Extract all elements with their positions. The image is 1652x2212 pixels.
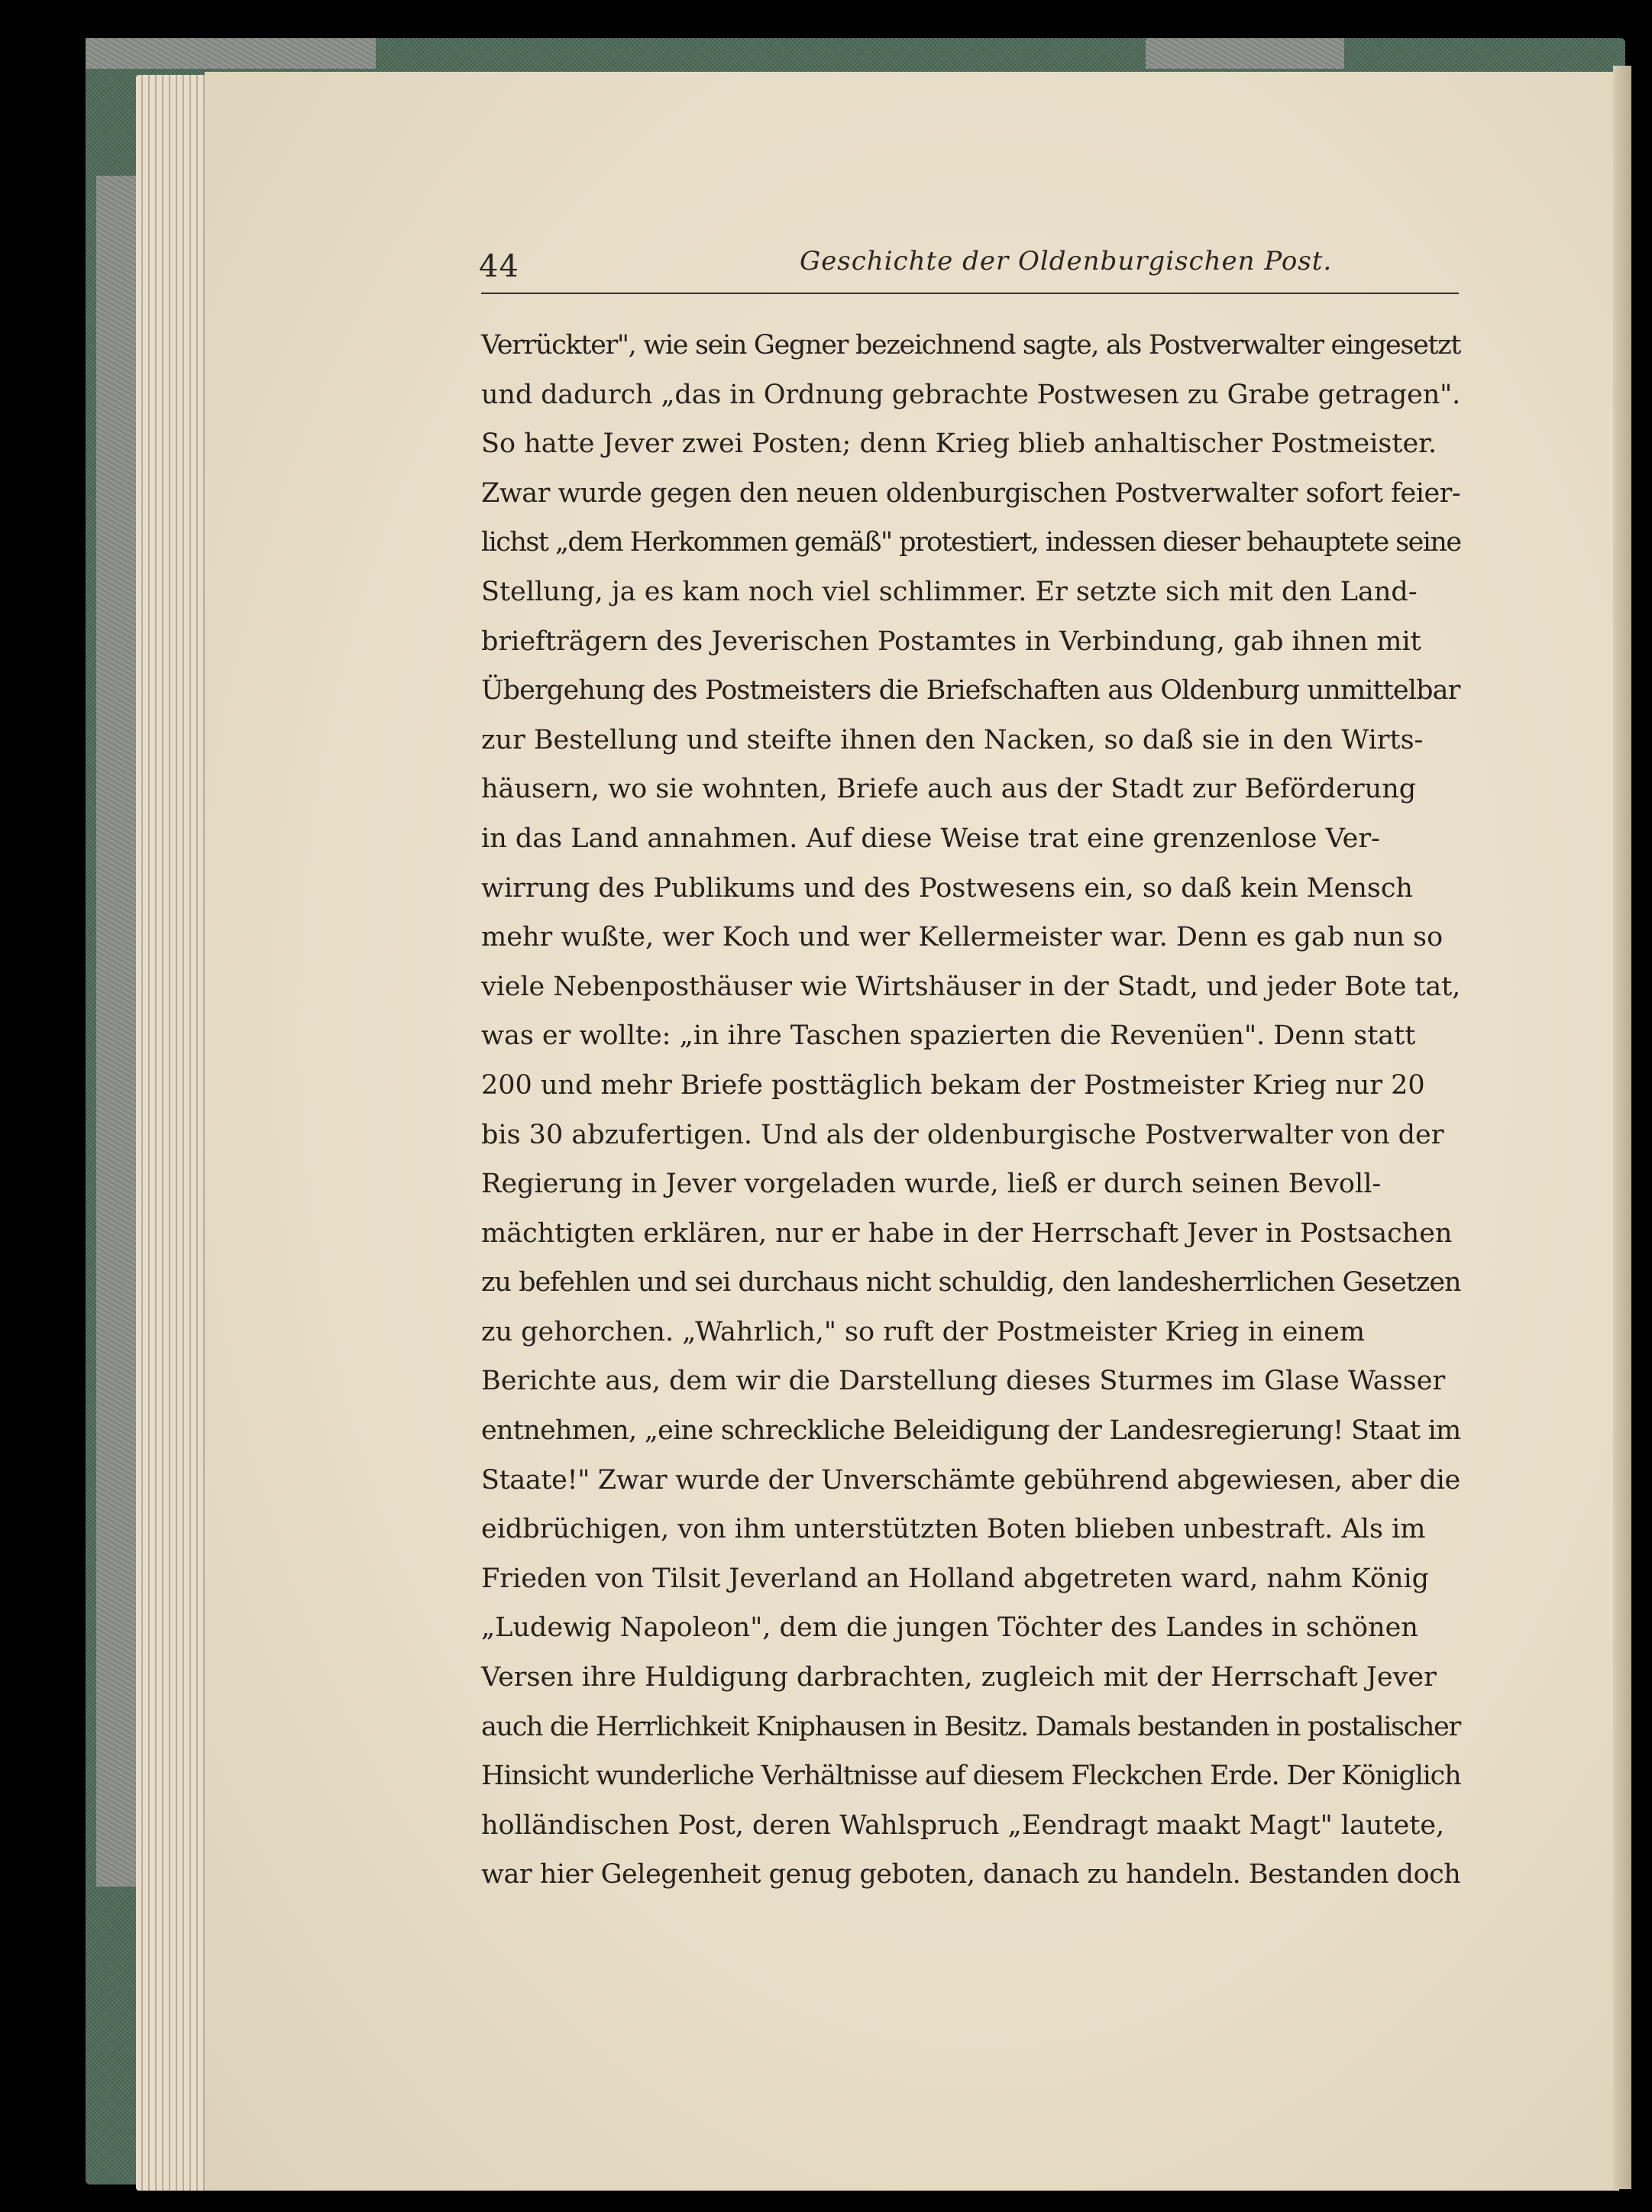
cover-board-left — [96, 176, 142, 1887]
text-line: Staate!" Zwar wurde der Unverschämte gebührend abgewiesen, aber die — [481, 1464, 1460, 1496]
text-line: war hier Gelegenheit genug geboten, danach zu handeln. Bestanden doch — [481, 1859, 1461, 1890]
text-line: in das Land annahmen. Auf diese Weise trat eine grenzenlose Ver- — [481, 823, 1380, 854]
text-line: 200 und mehr Briefe posttäglich bekam der Postmeister Krieg nur 20 — [481, 1069, 1425, 1101]
text-line: eidbrüchigen, von ihm unterstützten Boten blieben unbestraft. Als im — [481, 1514, 1426, 1545]
text-line: was er wollte: „in ihre Taschen spazierten die Revenüen". Denn statt — [481, 1020, 1416, 1052]
text-line: zu gehorchen. „Wahrlich," so ruft der Postmeister Krieg in einem — [481, 1316, 1366, 1347]
text-line: bis 30 abzufertigen. Und als der oldenburgische Postverwalter von der — [481, 1119, 1444, 1150]
text-line: „Ludewig Napoleon", dem die jungen Töchter des Landes in schönen — [481, 1612, 1418, 1644]
facing-page-edge — [1613, 66, 1631, 2189]
text-line: auch die Herrlichkeit Kniphausen in Besitz. Damals bestanden in postalischer — [481, 1711, 1460, 1742]
text-line: Regierung in Jever vorgeladen wurde, ließ er durch seinen Bevoll- — [481, 1169, 1382, 1200]
page-number: 44 — [479, 249, 519, 284]
text-line: Stellung, ja es kam noch viel schlimmer. Er setzte sich mit den Land- — [481, 576, 1418, 607]
text-line: zu befehlen und sei durchaus nicht schuldig, den landesherrlichen Gesetzen — [481, 1267, 1461, 1298]
text-line: und dadurch „das in Ordnung gebrachte Postwesen zu Grabe getragen". — [481, 379, 1461, 410]
text-line: entnehmen, „eine schreckliche Beleidigung der Landesregierung! Staat im — [481, 1415, 1461, 1447]
body-text — [481, 321, 1512, 1900]
text-line: lichst „dem Herkommen gemäß" protestiert, indessen dieser behauptete seine — [481, 527, 1461, 558]
text-line: mehr wußte, wer Koch und wer Kellermeister war. Denn es gab nun so — [481, 922, 1443, 953]
cover-corner-top-left — [86, 38, 376, 69]
text-line: Versen ihre Huldigung darbrachten, zugleich mit der Herrschaft Jever — [481, 1662, 1437, 1693]
text-line: Verrückter", wie sein Gegner bezeichnend sagte, als Postverwalter eingesetzt — [481, 330, 1461, 361]
text-line: Hinsicht wunderliche Verhältnisse auf diesem Fleckchen Erde. Der Königlich — [481, 1761, 1461, 1792]
cover-corner-top-right — [1146, 38, 1344, 69]
page-edges — [136, 75, 212, 2191]
header-rule — [481, 293, 1459, 294]
text-line: Übergehung des Postmeisters die Briefschaften aus Oldenburg unmittelbar — [481, 675, 1460, 707]
text-line: Frieden von Tilsit Jeverland an Holland abgetreten ward, nahm König — [481, 1563, 1430, 1594]
text-line: Berichte aus, dem wir die Darstellung dieses Sturmes im Glase Wasser — [481, 1366, 1446, 1397]
text-line: holländischen Post, deren Wahlspruch „Eendragt maakt Magt" lautete, — [481, 1809, 1445, 1841]
text-line: wirrung des Publikums und des Postwesens ein, so daß kein Mensch — [481, 872, 1413, 904]
text-line: zur Bestellung und steifte ihnen den Nacken, so daß sie in den Wirts- — [481, 724, 1424, 755]
text-line: mächtigten erklären, nur er habe in der Herrschaft Jever in Postsachen — [481, 1218, 1453, 1249]
running-title: Geschichte der Oldenburgischen Post. — [800, 246, 1333, 276]
text-line: häusern, wo sie wohnten, Briefe auch aus der Stadt zur Beförderung — [481, 774, 1417, 805]
text-line: So hatte Jever zwei Posten; denn Krieg blieb anhaltischer Postmeister. — [481, 428, 1437, 460]
text-line: Zwar wurde gegen den neuen oldenburgischen Postverwalter sofort feier- — [481, 477, 1461, 509]
page-header — [479, 238, 1463, 299]
text-line: viele Nebenposthäuser wie Wirtshäuser in der Stadt, und jeder Bote tat, — [481, 971, 1461, 1002]
text-line: briefträgern des Jeverischen Postamtes in Verbindung, gab ihnen mit — [481, 626, 1421, 657]
